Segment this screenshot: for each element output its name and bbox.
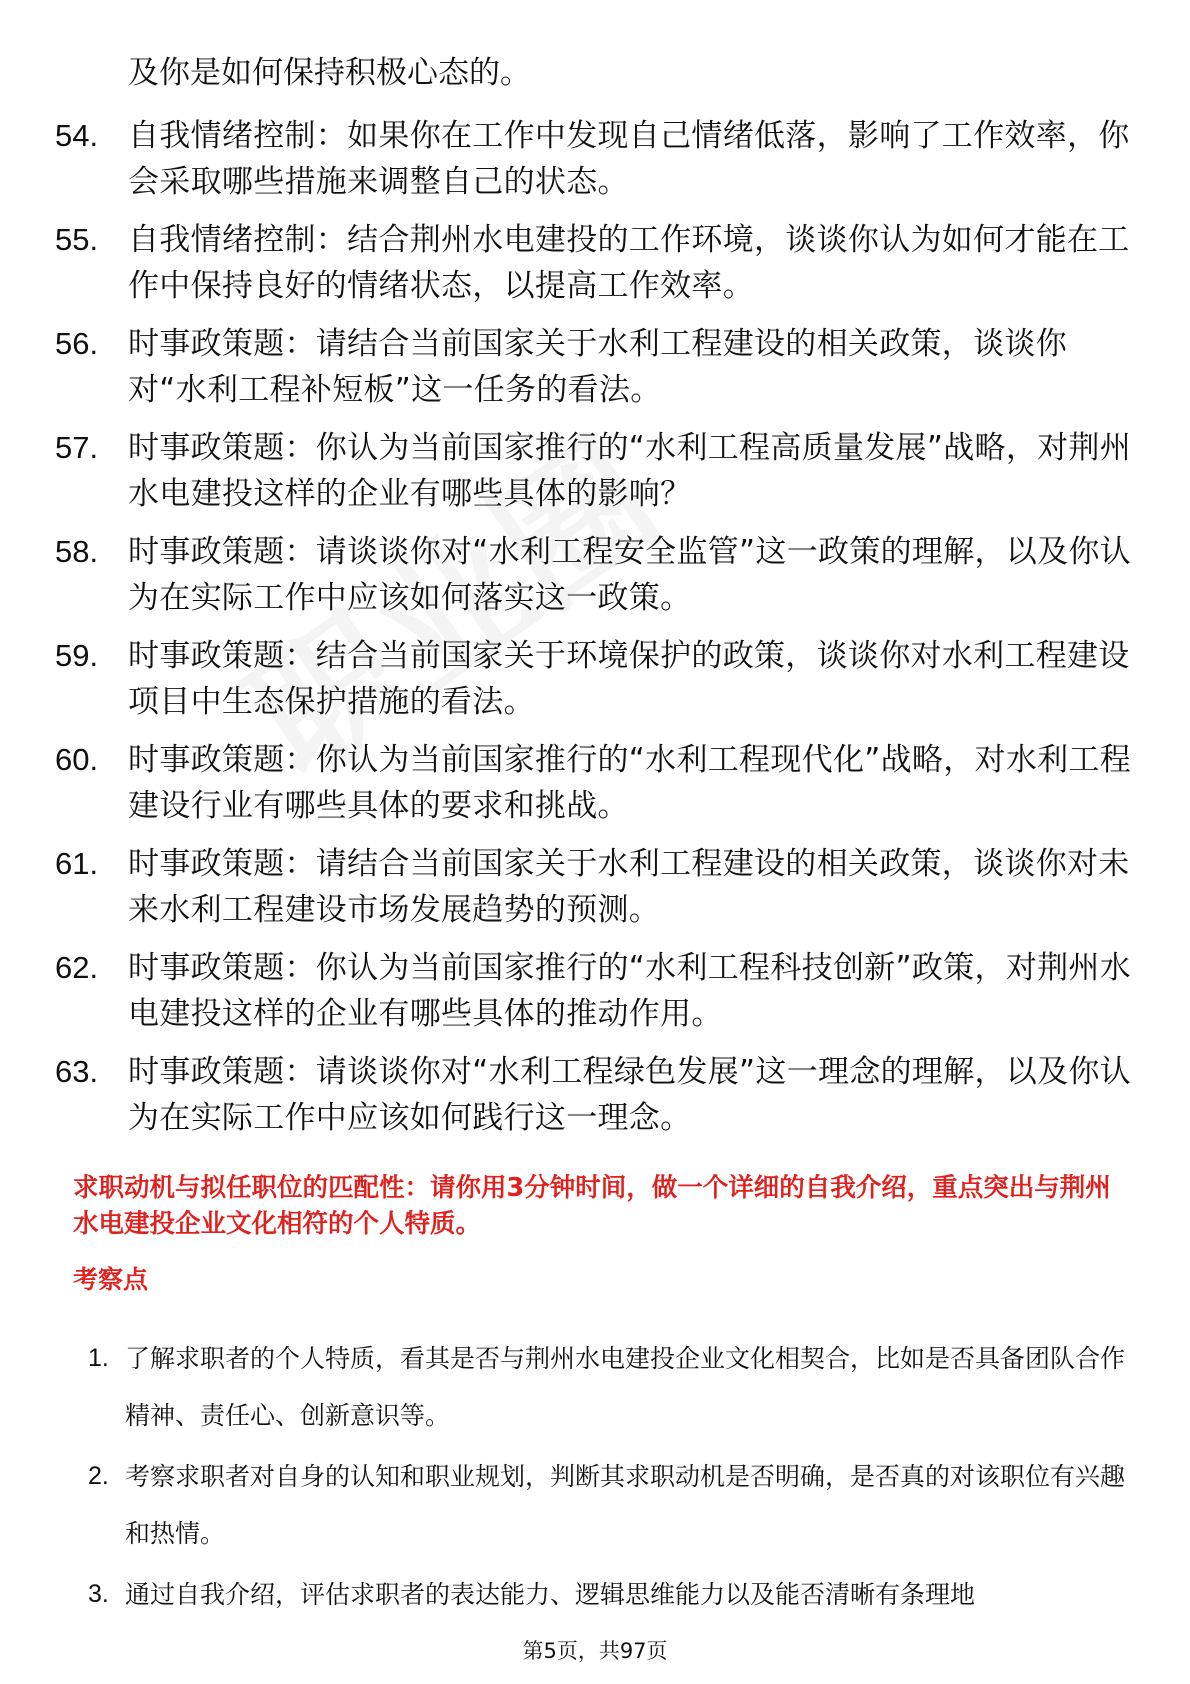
question-text: 时事政策题：你认为当前国家推行的“水利工程高质量发展”战略，对荆州水电建投这样的企业有哪些具体的影响？	[128, 430, 1132, 512]
question-text: 时事政策题：请结合当前国家关于水利工程建设的相关政策，谈谈你对“水利工程补短板”这一任务的看法。	[128, 326, 1067, 408]
question-item	[55, 217, 1135, 321]
question-number: 58.	[55, 534, 99, 569]
point-text: 考察求职者对自身的认知和职业规划，判断其求职动机是否明确，是否真的对该职位有兴趣和热情。	[125, 1462, 1126, 1548]
question-item	[55, 113, 1135, 217]
question-item	[55, 425, 1135, 529]
point-item	[88, 1330, 1138, 1448]
question-text: 时事政策题：请谈谈你对“水利工程绿色发展”这一理念的理解，以及你认为在实际工作中应该如何践行这一理念。	[128, 1054, 1132, 1136]
question-number: 54.	[55, 118, 99, 153]
question-text: 时事政策题：你认为当前国家推行的“水利工程科技创新”政策，对荆州水电建投这样的企业有哪些具体的推动作用。	[128, 950, 1132, 1032]
question-item	[55, 321, 1135, 425]
question-list	[55, 113, 1135, 1153]
question-number: 62.	[55, 950, 99, 985]
question-item	[55, 737, 1135, 841]
question-number: 55.	[55, 222, 99, 257]
point-number: 3.	[88, 1580, 109, 1608]
question-item	[55, 633, 1135, 737]
point-text: 通过自我介绍，评估求职者的表达能力、逻辑思维能力以及能否清晰有条理地	[125, 1580, 976, 1609]
question-item	[55, 1049, 1135, 1153]
question-text: 自我情绪控制：结合荆州水电建投的工作环境，谈谈你认为如何才能在工作中保持良好的情绪状态，以提高工作效率。	[128, 222, 1130, 304]
point-item	[88, 1448, 1138, 1566]
question-number: 56.	[55, 326, 99, 361]
question-number: 61.	[55, 846, 99, 881]
continuation-text: 及你是如何保持积极心态的。	[128, 55, 531, 91]
question-number: 63.	[55, 1054, 99, 1089]
question-text: 时事政策题：你认为当前国家推行的“水利工程现代化”战略，对水利工程建设行业有哪些具体的要求和挑战。	[128, 742, 1132, 824]
question-text: 自我情绪控制：如果你在工作中发现自己情绪低落，影响了工作效率，你会采取哪些措施来调整自己的状态。	[128, 118, 1130, 200]
question-text: 时事政策题：请谈谈你对“水利工程安全监管”这一政策的理解，以及你认为在实际工作中应该如何落实这一政策。	[128, 534, 1132, 616]
point-text: 了解求职者的个人特质，看其是否与荆州水电建投企业文化相契合，比如是否具备团队合作精神、责任心、创新意识等。	[125, 1344, 1126, 1430]
point-item	[88, 1566, 1138, 1684]
page-footer: 第5页，共97页	[522, 1639, 668, 1663]
point-number: 1.	[88, 1344, 109, 1372]
question-number: 60.	[55, 742, 99, 777]
section-title: 求职动机与拟任职位的匹配性：请你用3分钟时间，做一个详细的自我介绍，重点突出与荆州水电建投企业文化相符的个人特质。	[73, 1173, 1111, 1239]
points-label: 考察点	[73, 1265, 149, 1294]
question-number: 57.	[55, 430, 99, 465]
question-number: 59.	[55, 638, 99, 673]
points-list	[88, 1330, 1138, 1684]
question-item	[55, 529, 1135, 633]
question-item	[55, 841, 1135, 945]
point-number: 2.	[88, 1462, 109, 1490]
question-text: 时事政策题：请结合当前国家关于水利工程建设的相关政策，谈谈你对未来水利工程建设市场发展趋势的预测。	[128, 846, 1130, 928]
question-text: 时事政策题：结合当前国家关于环境保护的政策，谈谈你对水利工程建设项目中生态保护措施的看法。	[128, 638, 1130, 720]
question-item	[55, 945, 1135, 1049]
